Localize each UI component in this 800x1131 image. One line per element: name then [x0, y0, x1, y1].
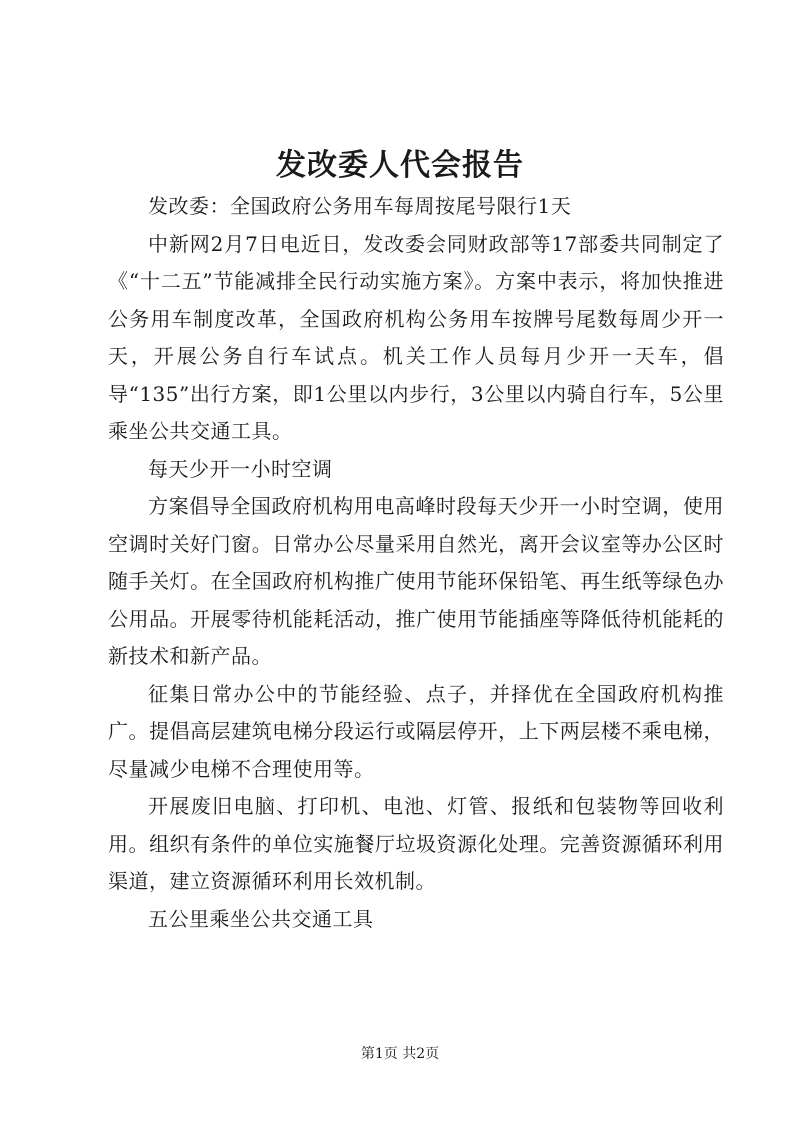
- paragraph-elevator: 征集日常办公中的节能经验、点子，并择优在全国政府机构推广。提倡高层建筑电梯分段运行或隔层停开，上下两层楼不乘电梯，尽量减少电梯不合理使用等。: [108, 681, 724, 781]
- paragraph-news: 中新网2月7日电近日，发改委会同财政部等17部委共同制定了《“十二五”节能减排全民行动实施方案》。方案中表示，将加快推进公务用车制度改革，全国政府机构公务用车按牌号尾数每周少开一天，开展公务自行车试点。机关工作人员每月少开一天车，倡导“135”出行方案，即1公里以内步行，3公里以内骑自行车，5公里乘坐公共交通工具。: [108, 231, 724, 443]
- page-number-footer: 第1页 共2页: [360, 1046, 440, 1062]
- paragraph-recycling: 开展废旧电脑、打印机、电池、灯管、报纸和包装物等回收利用。组织有条件的单位实施餐厅垃圾资源化处理。完善资源循环利用渠道，建立资源循环利用长效机制。: [108, 794, 724, 893]
- paragraph-heading-transit: 五公里乘坐公共交通工具: [148, 906, 374, 931]
- paragraph-heading-ac: 每天少开一小时空调: [148, 456, 333, 481]
- document-body: [108, 188, 724, 938]
- document-title: 发改委人代会报告: [276, 148, 524, 183]
- paragraph-ac: 方案倡导全国政府机构用电高峰时段每天少开一小时空调，使用空调时关好门窗。日常办公尽量采用自然光，离开会议室等办公区时随手关灯。在全国政府机构推广使用节能环保铅笔、再生纸等绿色办公用品。开展零待机能耗活动，推广使用节能插座等降低待机能耗的新技术和新产品。: [108, 494, 724, 668]
- paragraph-subtitle: 发改委：全国政府公务用车每周按尾号限行1天: [148, 194, 572, 218]
